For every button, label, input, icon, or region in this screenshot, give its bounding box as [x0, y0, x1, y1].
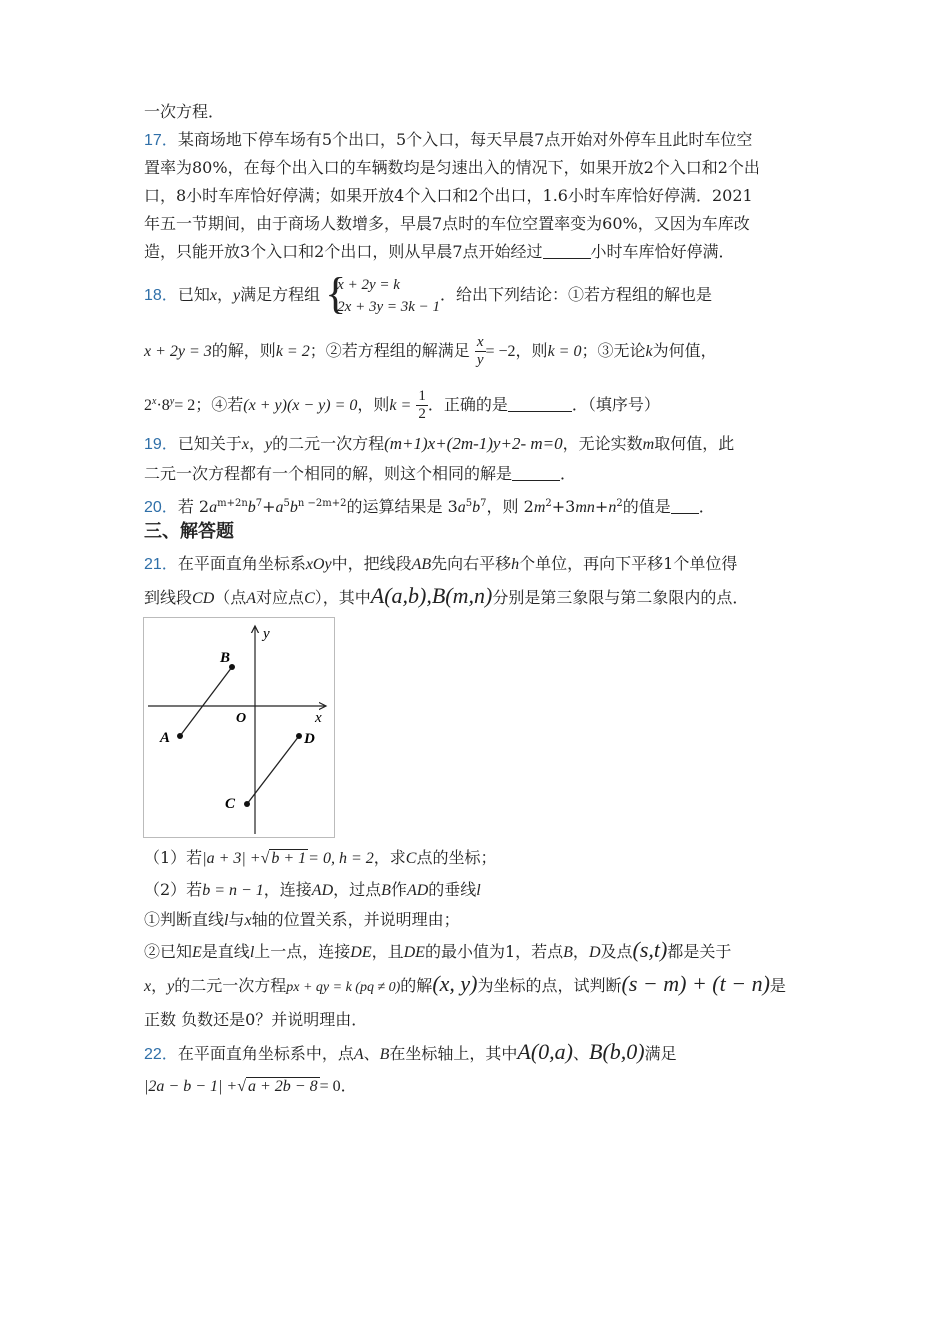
answer-blank[interactable] — [508, 395, 572, 412]
q21-part-2: （2）若b = n − 1，连接AD，过点B作AD的垂线l — [144, 880, 481, 899]
q21-sub-1: ①判断直线l与x轴的位置关系，并说明理由； — [144, 910, 460, 929]
q21-sub-2-line-2: x，y的二元一次方程px + qy = k (pq ≠ 0)的解(x, y)为坐标的点，试判断(s − m) + (t − n)是 — [144, 971, 786, 996]
q22-line-2: |2a − b − 1| +√ a + 2b − 8 = 0． — [144, 1076, 357, 1095]
q22-number: 22． — [144, 1046, 178, 1063]
q17-line-4: 年五一节期间，由于商场人数增多，早晨7点时的车位空置率变为60%，又因为车库改 — [144, 214, 750, 233]
q21-number: 21． — [144, 556, 178, 573]
label-d: D — [304, 731, 315, 747]
q19-line-1: 19．已知关于x，y的二元一次方程(m+1)x+(2m-1)y+2- m=0，无论实数m取何值，此 — [144, 434, 735, 453]
q21-sub-2-line-3: 正数 负数还是0？并说明理由． — [144, 1010, 368, 1029]
label-a: A — [160, 730, 171, 746]
label-c: C — [225, 796, 236, 812]
point-c — [244, 801, 250, 807]
coordinate-figure — [143, 617, 335, 838]
q21-line-1: 21．在平面直角坐标系xOy中，把线段AB先向右平移h个单位，再向下平移1个单位得 — [144, 554, 738, 573]
q17-line-5: 造，只能开放3个入口和2个出口，则从早晨7点开始经过 小时车库恰好停满． — [144, 242, 735, 261]
q22-line-1: 22．在平面直角坐标系中，点A、B在坐标轴上，其中A(0,a)、B(b,0)满足 — [144, 1039, 677, 1064]
q17-line-3: 口，8小时车库恰好停满；如果开放4个入口和2个出口，1.6小时车库恰好停满．2021 — [144, 186, 753, 205]
figure-svg — [144, 618, 334, 837]
q19-line-2: 二元一次方程都有一个相同的解，则这个相同的解是 ． — [144, 464, 577, 483]
fraction-one-half: $\frac{1}{2}$ — [418, 388, 426, 422]
y-label: y — [263, 626, 270, 642]
q17-number: 17． — [144, 132, 178, 149]
label-b: B — [220, 650, 231, 666]
x-label: x — [315, 710, 322, 726]
q17-line-2: 置率为80%，在每个出入口的车辆数均是匀速出入的情况下，如果开放2个入口和2个出 — [144, 158, 760, 177]
continuation-text: 一次方程． — [144, 102, 225, 121]
q20-line: 20．若 $2a^{m+2n}b^7+a^5b^{n -2m+2}$的运算结果是 $3a^5b^7$，则 $2m^2+3mn+n^2$的值是 ． — [144, 497, 715, 516]
answer-blank[interactable] — [512, 464, 560, 481]
q18-line-2: x + 2y = 3的解，则k = 2；②若方程组的解满足 $\frac{x}{y}$ = −2，则k = 0；③无论k为何值， — [144, 334, 717, 368]
q20-number: 20． — [144, 499, 178, 516]
q19-number: 19． — [144, 436, 178, 453]
equation-system: { x + 2y = k 2x + 3y = 3k − 1 — [325, 268, 441, 318]
point-d — [296, 733, 302, 739]
segment-ab — [180, 667, 232, 736]
q18-number: 18． — [144, 287, 178, 304]
q21-part-1: （1）若|a + 3| +√ b + 1 = 0, h = 2，求C点的坐标； — [144, 848, 497, 867]
q18-line-3: $2^x\cdot 8^y= 2$；④若(x + y)(x − y) = 0，则k = $\frac{1}{2}$ ．正确的是 ．（填序号） — [144, 388, 660, 422]
fraction-x-over-y: $\frac{x}{y}$ — [476, 334, 484, 368]
answer-blank[interactable] — [543, 242, 591, 259]
q17-line-1: 17．某商场地下停车场有5个出口，5个入口，每天早晨7点开始对外停车且此时车位空 — [144, 130, 753, 149]
section-heading: 三、解答题 — [144, 521, 234, 542]
q18-line-1: 18．已知x，y满足方程组 { x + 2y = k 2x + 3y = 3k − 1 ．给出下列结论：①若方程组的解也是 — [144, 268, 713, 318]
origin-label: O — [236, 711, 247, 726]
point-a — [177, 733, 183, 739]
answer-blank[interactable] — [671, 497, 699, 514]
q21-line-2: 到线段CD（点A对应点C），其中A(a,b),B(m,n)分别是第三象限与第二象限内的点． — [144, 583, 749, 608]
q21-sub-2: ②已知E是直线l上一点，连接DE，且DE的最小值为1，若点B，D及点(s,t)都是关于 — [144, 937, 732, 962]
